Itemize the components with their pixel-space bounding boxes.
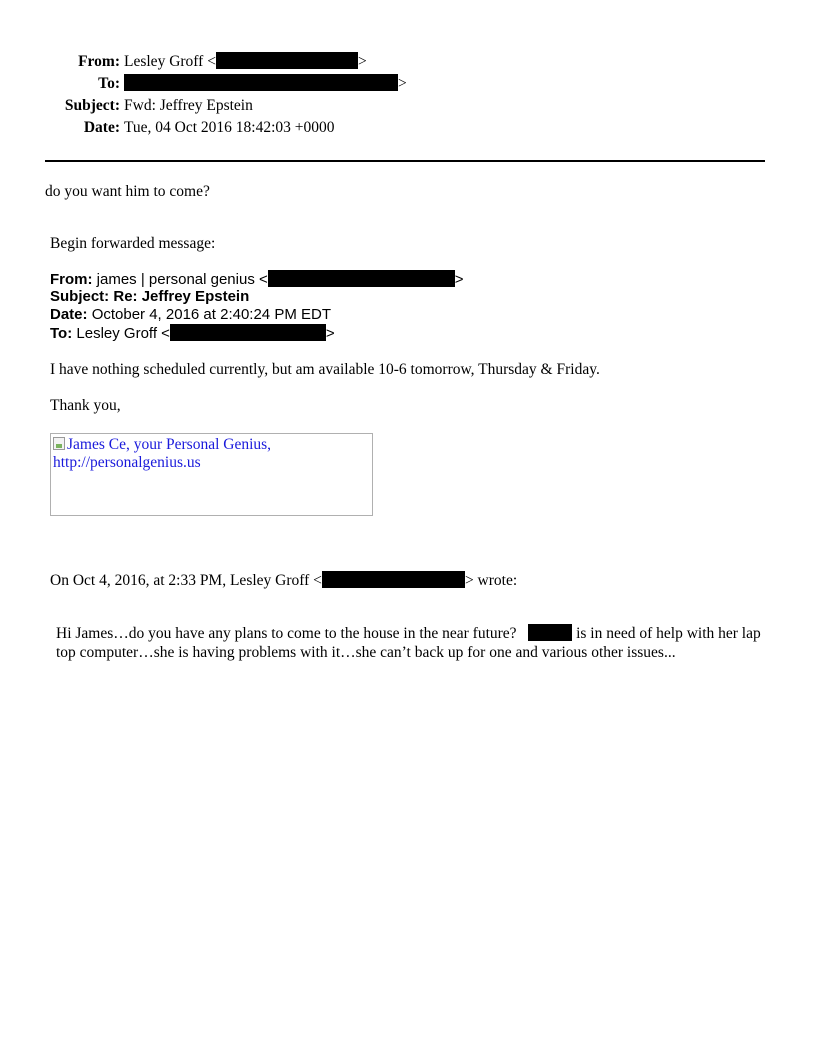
signature-alt-line1: James Ce, your Personal Genius, — [67, 436, 272, 453]
signature-image-link[interactable] — [53, 436, 370, 454]
forwarded-to-row — [50, 324, 464, 342]
forwarded-date-label: Date: — [50, 306, 88, 323]
header-to-close: > — [398, 75, 407, 92]
forwarded-date-value: October 4, 2016 at 2:40:24 PM EDT — [91, 306, 331, 323]
redaction-block — [170, 324, 326, 341]
header-to-value — [124, 74, 407, 94]
header-date-row — [0, 118, 400, 138]
forwarded-subject-row — [50, 288, 464, 306]
header-from-value — [124, 52, 367, 72]
header-subject-value: Fwd: Jeffrey Epstein — [124, 97, 253, 114]
redaction-block — [528, 624, 572, 641]
forwarded-date-row — [50, 306, 464, 324]
header-divider — [45, 160, 765, 162]
begin-forwarded-label: Begin forwarded message: — [50, 235, 216, 252]
quoted-message — [56, 624, 766, 662]
header-from-row — [0, 52, 400, 72]
header-from-close: > — [357, 53, 367, 70]
forwarded-from-row — [50, 270, 464, 288]
header-to-row — [0, 74, 420, 94]
body-intro: do you want him to come? — [45, 183, 210, 200]
quoted-attribution-suffix: > wrote: — [464, 572, 518, 589]
header-from-name: Lesley Groff < — [124, 53, 216, 70]
header-from-label: From: — [78, 53, 120, 70]
forwarded-signoff: Thank you, — [50, 397, 121, 414]
forwarded-message: I have nothing scheduled currently, but am available 10-6 tomorrow, Thursday & Friday. — [50, 361, 600, 378]
redaction-block — [268, 270, 455, 287]
header-date-label: Date: — [83, 119, 120, 136]
forwarded-from-label: From: — [50, 271, 93, 288]
forwarded-subject-label: Subject: — [50, 288, 110, 305]
signature-image[interactable] — [50, 433, 373, 516]
redaction-block — [124, 74, 398, 91]
quoted-text-part1: Hi James…do you have any plans to come to the house in the near future? — [56, 625, 517, 642]
header-to-label: To: — [98, 75, 120, 92]
broken-image-icon — [53, 437, 65, 450]
forwarded-to-close: > — [325, 325, 335, 342]
header-subject-row — [0, 96, 400, 116]
forwarded-from-value: james | personal genius < — [96, 271, 268, 288]
forwarded-to-label: To: — [50, 325, 73, 342]
redaction-block — [322, 571, 465, 588]
forwarded-to-value: Lesley Groff < — [76, 325, 170, 342]
signature-url-link[interactable]: http://personalgenius.us — [53, 454, 201, 471]
redaction-block — [216, 52, 358, 69]
forwarded-header — [50, 270, 464, 342]
forwarded-from-close: > — [454, 271, 464, 288]
forwarded-subject-value: Re: Jeffrey Epstein — [113, 288, 250, 305]
quoted-attribution — [50, 571, 517, 590]
header-subject-label: Subject: — [64, 97, 120, 114]
quoted-attribution-prefix: On Oct 4, 2016, at 2:33 PM, Lesley Groff < — [50, 572, 322, 589]
quoted-text-part2: is in need of help with her lap top computer…she is having problems with it…she can’t back up for one and various other issues... — [56, 625, 761, 661]
header-date-value: Tue, 04 Oct 2016 18:42:03 +0000 — [124, 119, 335, 136]
